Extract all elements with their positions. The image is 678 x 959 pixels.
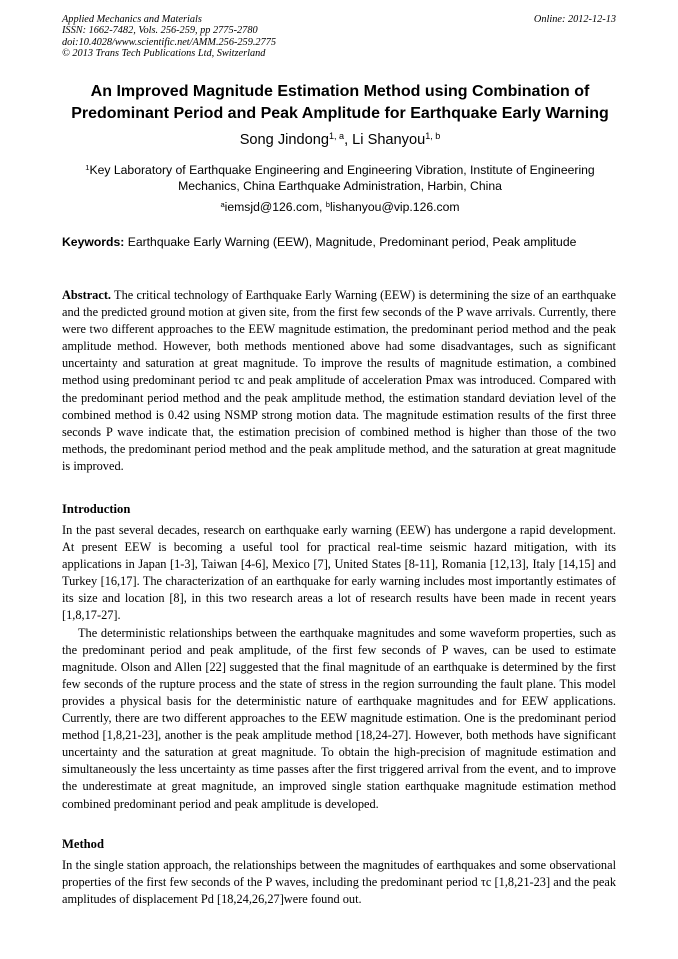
introduction-body (62, 522, 616, 813)
section-heading-introduction: Introduction (62, 502, 131, 516)
email-superscript: a (220, 199, 225, 209)
abstract-text: The critical technology of Earthquake Early Warning (EEW) is determining the size of an earthquake and the predicted ground motion at given site, from the first few seconds of the P wave arrivals. Currently, there were two different approaches to the EEW magnitude estimation, the predominant period method and the peak amplitude method. However, both methods mentioned above had some disadvantages, such as significant uncertainty and saturation at great magnitude. To improve the results of magnitude estimation, a combined method using predominant period τc and peak amplitude of acceleration Pmax was introduced. Compared with the predominant period method and the peak amplitude method, the estimation standard deviation level of the combined method is 0.42 using NSMP strong motion data. The magnitude estimation results of the first three seconds P wave indicate that, the estimation precision of combined method is higher than those of the two methods, the predominant period method and the peak amplitude method, and the saturation at great magnitude is improved. (62, 288, 616, 473)
section-heading-method: Method (62, 837, 104, 851)
paragraph: The deterministic relationships between the earthquake magnitudes and some waveform properties, such as the predominant period and peak amplitude, of the first few seconds of P waves, can be used to estimate magnitude. Olson and Allen [22] suggested that the final magnitude of an earthquake is determined by the first few seconds of the rupture process and the state of stress in the region surrounding the fault plane. This model provides a physical basis for the deterministic nature of earthquake magnitudes and for EEW applications. Currently, there are two different approaches to the EEW magnitude estimation. One is the predominant period method [1,8,21-23], another is the peak amplitude method [18,24-27]. However, both methods have significant uncertainty and the saturation at great magnitude. To obtain the high-precision of magnitude estimation and simultaneously the less uncertainty as time passes after the first triggered arrival from the event, and to improve the underestimate at great magnitude, an improved single station earthquake magnitude estimation method combined predominant period and peak amplitude is developed. (62, 625, 616, 811)
author-separator: , (344, 132, 353, 148)
journal-header (62, 14, 616, 59)
author-emails (40, 200, 640, 215)
journal-name: Applied Mechanics and Materials (62, 14, 202, 25)
copyright-line: © 2013 Trans Tech Publications Ltd, Switzerland (62, 47, 266, 59)
email-link[interactable]: iemsjd@126.com (224, 200, 319, 214)
email-link[interactable]: lishanyou@vip.126.com (329, 200, 460, 214)
author-name: Li Shanyou (352, 132, 426, 148)
author-list (40, 131, 640, 149)
issn-line: ISSN: 1662-7482, Vols. 256-259, pp 2775-2780 (62, 25, 258, 37)
affiliation (62, 163, 618, 194)
online-date: Online: 2012-12-13 (533, 14, 616, 25)
paragraph: In the past several decades, research on earthquake early warning (EEW) has undergone a rapid development. At present EEW is becoming a useful tool for practical real-time seismic hazard mitigation, with its applications in Japan [1-3], Taiwan [4-6], Mexico [7], United States [8-11], Romania [12,13], Italy [14,15] and Turkey [16,17]. The characterization of an earthquake for early warning includes most importantly estimates of its size and location [8], in this two research areas a lot of research results have been made in recent years [1,8,17-27]. (62, 523, 616, 623)
keywords-label: Keywords: (62, 235, 125, 249)
affiliation-text: Key Laboratory of Earthquake Engineering and Engineering Vibration, Institute of Engineering Mechanics, China Earthquake Administration, Harbin, China (89, 163, 595, 193)
abstract-label: Abstract. (62, 288, 112, 302)
paragraph: In the single station approach, the relationships between the magnitudes of earthquakes and some observational properties of the first few seconds of the P waves, including the predominant period τc [1,8,21-23] and the peak amplitudes of displacement Pd [18,24,26,27]were found out. (62, 858, 616, 907)
paper-title (40, 81, 640, 125)
doi-line: doi:10.4028/www.scientific.net/AMM.256-259.2775 (62, 36, 277, 48)
affiliation-superscript: 1 (85, 162, 90, 172)
method-body (62, 857, 616, 908)
email-separator: , (318, 200, 326, 214)
author-superscript: 1, a (328, 131, 345, 142)
keywords-text: Earthquake Early Warning (EEW), Magnitude, Predominant period, Peak amplitude (124, 235, 577, 249)
author-name: Song Jindong (239, 132, 329, 148)
author-superscript: 1, b (425, 131, 441, 142)
title-line-2: Predominant Period and Peak Amplitude for Earthquake Early Warning (71, 105, 609, 122)
abstract (62, 287, 616, 475)
keywords (62, 234, 622, 250)
email-superscript: b (325, 199, 330, 209)
title-line-1: An Improved Magnitude Estimation Method using Combination of (90, 83, 590, 100)
